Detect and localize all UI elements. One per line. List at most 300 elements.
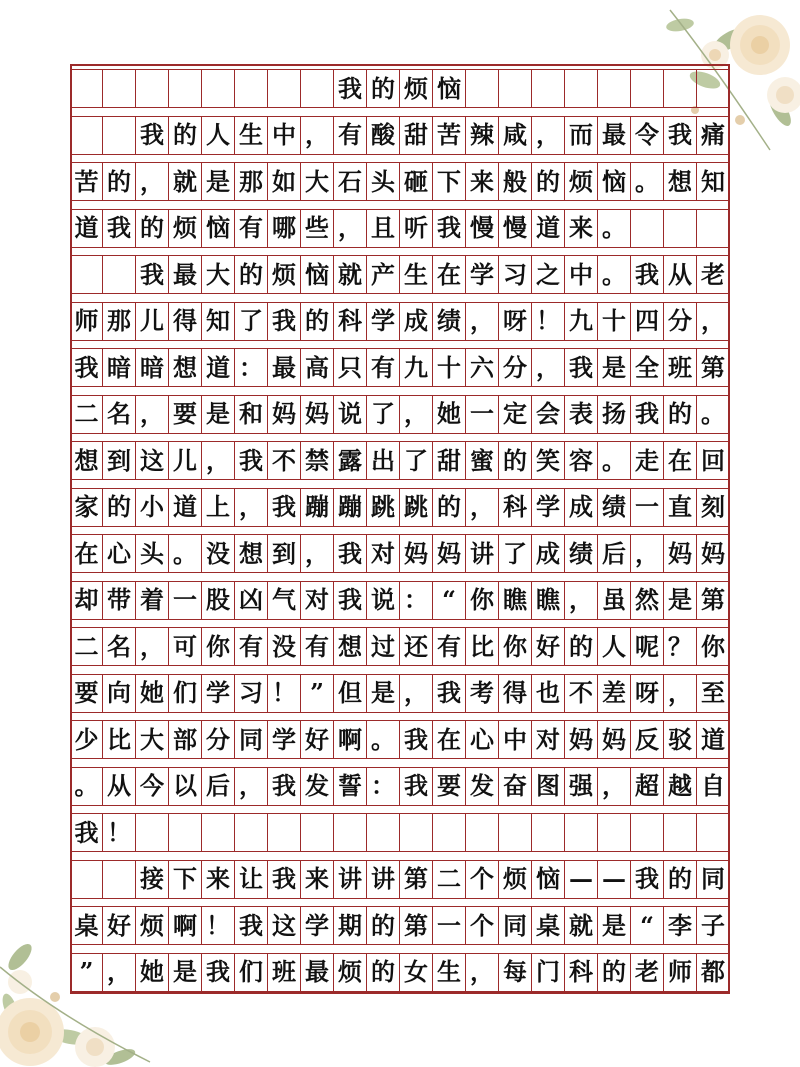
grid-cell [169, 814, 202, 851]
grid-cell: 的 [664, 396, 697, 433]
grid-cell: 虽 [598, 582, 631, 619]
grid-cell: 绩 [598, 489, 631, 526]
grid-cell: 妈 [301, 396, 334, 433]
grid-cell: ， [565, 582, 598, 619]
grid-cell: 禁 [301, 442, 334, 479]
grid-cell: 出 [367, 442, 400, 479]
grid-cell: 我 [202, 954, 235, 991]
grid-cell [70, 256, 103, 293]
grid-cell: 妈 [433, 535, 466, 572]
grid-cell: 就 [169, 163, 202, 200]
grid-cell: 过 [367, 628, 400, 665]
grid-cell: 我 [334, 582, 367, 619]
grid-cell [565, 814, 598, 851]
grid-cell [400, 814, 433, 851]
grid-cell: 的 [235, 256, 268, 293]
grid-cell: 中 [268, 117, 301, 154]
grid-cell: 分 [664, 303, 697, 340]
grid-cell: 没 [202, 535, 235, 572]
grid-cell: 烦 [169, 210, 202, 247]
grid-cell: 那 [103, 303, 136, 340]
grid-cell: 发 [301, 768, 334, 805]
grid-cell: 我 [334, 70, 367, 107]
grid-cell: 且 [367, 210, 400, 247]
grid-cell: 容 [565, 442, 598, 479]
grid-cell [136, 70, 169, 107]
grid-cell: ， [136, 628, 169, 665]
grid-cell: ， [334, 210, 367, 247]
grid-cell: 有 [334, 117, 367, 154]
grid-cell: ， [466, 489, 499, 526]
grid-cell: 中 [499, 721, 532, 758]
text-row [70, 767, 730, 806]
grid-cell: ， [400, 396, 433, 433]
grid-cell: 习 [499, 256, 532, 293]
grid-cell: 我 [235, 442, 268, 479]
grid-cell: 她 [433, 396, 466, 433]
grid-cell: 下 [433, 163, 466, 200]
grid-cell: 说 [367, 582, 400, 619]
grid-cell: 了 [235, 303, 268, 340]
grid-cell [499, 70, 532, 107]
grid-cell: 成 [400, 303, 433, 340]
grid-cell: 你 [202, 628, 235, 665]
grid-cell: 说 [334, 396, 367, 433]
grid-cell: 在 [664, 442, 697, 479]
grid-cell: 的 [301, 303, 334, 340]
grid-cell: 讲 [367, 861, 400, 898]
grid-cell: 第 [697, 349, 730, 386]
grid-cell: 老 [697, 256, 730, 293]
grid-cell: 辣 [466, 117, 499, 154]
grid-cell [235, 814, 268, 851]
grid-cell: 名 [103, 396, 136, 433]
grid-cell: 是 [664, 582, 697, 619]
grid-cell: 小 [136, 489, 169, 526]
grid-cell: 她 [136, 675, 169, 712]
grid-cell: 师 [664, 954, 697, 991]
grid-cell: 露 [334, 442, 367, 479]
grid-cell: 想 [664, 163, 697, 200]
grid-cell: 高 [301, 349, 334, 386]
grid-cell: 中 [565, 256, 598, 293]
grid-cell: 个 [466, 861, 499, 898]
grid-cell: 老 [631, 954, 664, 991]
text-row [70, 813, 730, 852]
grid-cell: 们 [169, 675, 202, 712]
grid-cell: 还 [400, 628, 433, 665]
text-row [70, 162, 730, 201]
grid-cell: 是 [598, 349, 631, 386]
grid-cell: 走 [631, 442, 664, 479]
grid-cell: 一 [631, 489, 664, 526]
grid-cell: ！ [532, 303, 565, 340]
grid-cell: 分 [499, 349, 532, 386]
grid-cell [235, 70, 268, 107]
grid-cell: 妈 [697, 535, 730, 572]
grid-cell: 的 [532, 163, 565, 200]
text-row [70, 255, 730, 294]
grid-cell: 的 [367, 70, 400, 107]
grid-cell: 学 [268, 721, 301, 758]
grid-cell: 烦 [334, 954, 367, 991]
grid-cell: 家 [70, 489, 103, 526]
grid-cell: ， [532, 117, 565, 154]
grid-cell: ！ [268, 675, 301, 712]
grid-cell: 了 [499, 535, 532, 572]
grid-cell [598, 814, 631, 851]
grid-cell: 想 [235, 535, 268, 572]
grid-cell: 最 [301, 954, 334, 991]
grid-cell: 想 [70, 442, 103, 479]
grid-cell [70, 861, 103, 898]
grid-cell [664, 70, 697, 107]
grid-cell: 。 [367, 721, 400, 758]
grid-cell: 也 [532, 675, 565, 712]
grid-cell: 石 [334, 163, 367, 200]
grid-cell: 桌 [532, 907, 565, 944]
grid-cell: 驳 [664, 721, 697, 758]
grid-cell: 。 [598, 442, 631, 479]
grid-cell: 接 [136, 861, 169, 898]
grid-cell: ” [70, 954, 103, 991]
grid-cell: 烦 [565, 163, 598, 200]
grid-cell: 好 [103, 907, 136, 944]
grid-cell: 如 [268, 163, 301, 200]
grid-cell [202, 814, 235, 851]
grid-cell: 。 [631, 163, 664, 200]
grid-cell: 不 [565, 675, 598, 712]
grid-cell: 呢 [631, 628, 664, 665]
grid-cell [70, 70, 103, 107]
grid-cell: ， [103, 954, 136, 991]
grid-cell: 对 [532, 721, 565, 758]
grid-cell: 我 [433, 210, 466, 247]
text-row [70, 116, 730, 155]
grid-cell: 绩 [433, 303, 466, 340]
grid-cell: 女 [400, 954, 433, 991]
grid-cell: 酸 [367, 117, 400, 154]
grid-cell: 直 [664, 489, 697, 526]
grid-cell [103, 70, 136, 107]
grid-cell [103, 117, 136, 154]
grid-cell: 的 [103, 163, 136, 200]
grid-cell: 越 [664, 768, 697, 805]
grid-cell: 科 [499, 489, 532, 526]
grid-cell: 般 [499, 163, 532, 200]
grid-cell: 些 [301, 210, 334, 247]
grid-cell: 期 [334, 907, 367, 944]
grid-cell [367, 814, 400, 851]
grid-cell: 反 [631, 721, 664, 758]
grid-cell: ， [301, 117, 334, 154]
grid-cell: 讲 [466, 535, 499, 572]
grid-cell: 瞧 [532, 582, 565, 619]
grid-cell: 是 [202, 396, 235, 433]
text-row [70, 209, 730, 248]
grid-cell: 呀 [499, 303, 532, 340]
grid-cell: 是 [367, 675, 400, 712]
grid-cell: 从 [103, 768, 136, 805]
grid-cell: 知 [202, 303, 235, 340]
grid-cell: 跳 [400, 489, 433, 526]
grid-cell: 是 [598, 907, 631, 944]
grid-cell: 不 [268, 442, 301, 479]
grid-cell: 生 [235, 117, 268, 154]
grid-cell: 一 [466, 396, 499, 433]
grid-cell: 我 [631, 861, 664, 898]
grid-cell: 你 [466, 582, 499, 619]
grid-cell [499, 814, 532, 851]
grid-cell: 可 [169, 628, 202, 665]
grid-cell: 生 [433, 954, 466, 991]
grid-cell: 在 [70, 535, 103, 572]
grid-cell: 有 [301, 628, 334, 665]
grid-cell: 想 [169, 349, 202, 386]
grid-cell [169, 70, 202, 107]
grid-cell: “ [631, 907, 664, 944]
text-row [70, 395, 730, 434]
grid-cell: 这 [136, 442, 169, 479]
grid-cell: 。 [697, 396, 730, 433]
grid-cell: 学 [532, 489, 565, 526]
grid-cell [103, 256, 136, 293]
grid-cell: 头 [367, 163, 400, 200]
grid-cell: ， [598, 768, 631, 805]
grid-cell: 第 [400, 907, 433, 944]
grid-cell: 刻 [697, 489, 730, 526]
grid-cell: 笑 [532, 442, 565, 479]
grid-cell: ： [400, 582, 433, 619]
grid-cell: 子 [697, 907, 730, 944]
composition-paper [70, 64, 730, 994]
grid-cell: 之 [532, 256, 565, 293]
grid-cell: 全 [631, 349, 664, 386]
grid-cell: 儿 [169, 442, 202, 479]
grid-cell: 李 [664, 907, 697, 944]
grid-cell: 桌 [70, 907, 103, 944]
grid-cell: 蜜 [466, 442, 499, 479]
grid-cell: 妈 [565, 721, 598, 758]
grid-cell: 我 [70, 349, 103, 386]
grid-cell: 同 [499, 907, 532, 944]
grid-cell: 和 [235, 396, 268, 433]
grid-cell: 来 [565, 210, 598, 247]
grid-cell: 我 [433, 675, 466, 712]
grid-cell: 慢 [499, 210, 532, 247]
grid-cell [532, 814, 565, 851]
grid-cell [268, 814, 301, 851]
grid-cell: 四 [631, 303, 664, 340]
grid-cell: 了 [400, 442, 433, 479]
grid-cell: 从 [664, 256, 697, 293]
grid-cell: ， [697, 303, 730, 340]
grid-cell: 学 [301, 907, 334, 944]
grid-cell: 扬 [598, 396, 631, 433]
grid-cell: 啊 [334, 721, 367, 758]
grid-cell: 自 [697, 768, 730, 805]
grid-cell: 恼 [202, 210, 235, 247]
grid-cell: 二 [70, 396, 103, 433]
grid-cell [565, 70, 598, 107]
grid-cell: 十 [598, 303, 631, 340]
grid-cell: 的 [598, 954, 631, 991]
grid-cell: 啊 [169, 907, 202, 944]
grid-cell: 。 [598, 210, 631, 247]
grid-cell [664, 814, 697, 851]
grid-cell: 的 [433, 489, 466, 526]
grid-cell: 学 [466, 256, 499, 293]
grid-border [70, 64, 730, 994]
grid-cell: 的 [367, 907, 400, 944]
grid-cell: ， [235, 768, 268, 805]
grid-cell: — [565, 861, 598, 898]
grid-cell: 我 [268, 768, 301, 805]
grid-cell: 强 [565, 768, 598, 805]
grid-cell: 想 [334, 628, 367, 665]
grid-cell: 们 [235, 954, 268, 991]
grid-cell: 上 [202, 489, 235, 526]
grid-cell: 习 [235, 675, 268, 712]
grid-cell: 心 [103, 535, 136, 572]
grid-cell: 股 [202, 582, 235, 619]
text-row [70, 441, 730, 480]
grid-cell: 我 [70, 814, 103, 851]
grid-cell: ： [367, 768, 400, 805]
grid-cell: 最 [169, 256, 202, 293]
grid-cell: 至 [697, 675, 730, 712]
grid-cell: 好 [532, 628, 565, 665]
grid-cell: ， [400, 675, 433, 712]
grid-cell [664, 210, 697, 247]
grid-cell: 名 [103, 628, 136, 665]
grid-cell: ， [202, 442, 235, 479]
grid-cell: 第 [400, 861, 433, 898]
text-row [70, 720, 730, 759]
grid-cell: 只 [334, 349, 367, 386]
grid-cell: 我 [235, 907, 268, 944]
grid-cell: ” [301, 675, 334, 712]
grid-cell [697, 70, 730, 107]
grid-cell: 烦 [499, 861, 532, 898]
grid-cell: 比 [466, 628, 499, 665]
grid-cell: 儿 [136, 303, 169, 340]
grid-cell: 没 [268, 628, 301, 665]
grid-cell: 差 [598, 675, 631, 712]
grid-cell: 比 [103, 721, 136, 758]
grid-cell: 生 [400, 256, 433, 293]
grid-cell: 我 [664, 117, 697, 154]
grid-cell: 九 [565, 303, 598, 340]
grid-cell: 我 [136, 117, 169, 154]
grid-cell: 烦 [136, 907, 169, 944]
grid-cell: 的 [367, 954, 400, 991]
text-row [70, 534, 730, 573]
grid-cell: 成 [532, 535, 565, 572]
grid-cell [631, 210, 664, 247]
grid-cell: 我 [268, 861, 301, 898]
grid-cell [697, 814, 730, 851]
grid-cell: 同 [235, 721, 268, 758]
grid-cell [598, 70, 631, 107]
grid-cell: 师 [70, 303, 103, 340]
grid-cell: 妈 [598, 721, 631, 758]
grid-cell: 二 [433, 861, 466, 898]
grid-cell [301, 70, 334, 107]
grid-cell: 来 [202, 861, 235, 898]
grid-cell: 大 [301, 163, 334, 200]
grid-cell: 。 [598, 256, 631, 293]
grid-cell: ， [532, 349, 565, 386]
grid-cell: 而 [565, 117, 598, 154]
grid-cell: 大 [202, 256, 235, 293]
grid-cell: 苦 [70, 163, 103, 200]
grid-cell: 第 [697, 582, 730, 619]
grid-cell: 有 [367, 349, 400, 386]
grid-cell: 分 [202, 721, 235, 758]
grid-cell: 是 [202, 163, 235, 200]
grid-cell: 。 [70, 768, 103, 805]
grid-cell: 的 [499, 442, 532, 479]
grid-cell: 超 [631, 768, 664, 805]
grid-cell: 妈 [268, 396, 301, 433]
grid-cell: 最 [598, 117, 631, 154]
grid-cell: 誓 [334, 768, 367, 805]
grid-cell: 回 [697, 442, 730, 479]
grid-cell: 人 [202, 117, 235, 154]
grid-cell: 心 [466, 721, 499, 758]
grid-cell: ， [235, 489, 268, 526]
grid-cell: 道 [70, 210, 103, 247]
grid-cell: 让 [235, 861, 268, 898]
grid-cell: 我 [268, 489, 301, 526]
text-row [70, 302, 730, 341]
grid-cell: 的 [136, 210, 169, 247]
grid-cell: 道 [169, 489, 202, 526]
grid-cell: 令 [631, 117, 664, 154]
grid-cell: 然 [631, 582, 664, 619]
grid-cell: 后 [202, 768, 235, 805]
grid-cell: 哪 [268, 210, 301, 247]
grid-cell: ， [301, 535, 334, 572]
grid-cell: 大 [136, 721, 169, 758]
grid-cell: 要 [169, 396, 202, 433]
grid-cell: 你 [499, 628, 532, 665]
grid-cell: 慢 [466, 210, 499, 247]
grid-cell: 对 [367, 535, 400, 572]
grid-cell: 产 [367, 256, 400, 293]
grid-cell: 要 [70, 675, 103, 712]
grid-cell: 每 [499, 954, 532, 991]
grid-cell: 砸 [400, 163, 433, 200]
grid-cell: 蹦 [301, 489, 334, 526]
grid-cell: 都 [697, 954, 730, 991]
grid-cell: 部 [169, 721, 202, 758]
grid-cell: 恼 [301, 256, 334, 293]
grid-cell [631, 70, 664, 107]
grid-cell: 九 [400, 349, 433, 386]
grid-cell: 气 [268, 582, 301, 619]
grid-cell: 要 [433, 768, 466, 805]
grid-cell: ， [664, 675, 697, 712]
grid-cell [301, 814, 334, 851]
grid-cell: 有 [235, 628, 268, 665]
grid-cell: 的 [169, 117, 202, 154]
grid-cell: 苦 [433, 117, 466, 154]
text-row [70, 488, 730, 527]
text-row [70, 860, 730, 899]
text-row [70, 906, 730, 945]
